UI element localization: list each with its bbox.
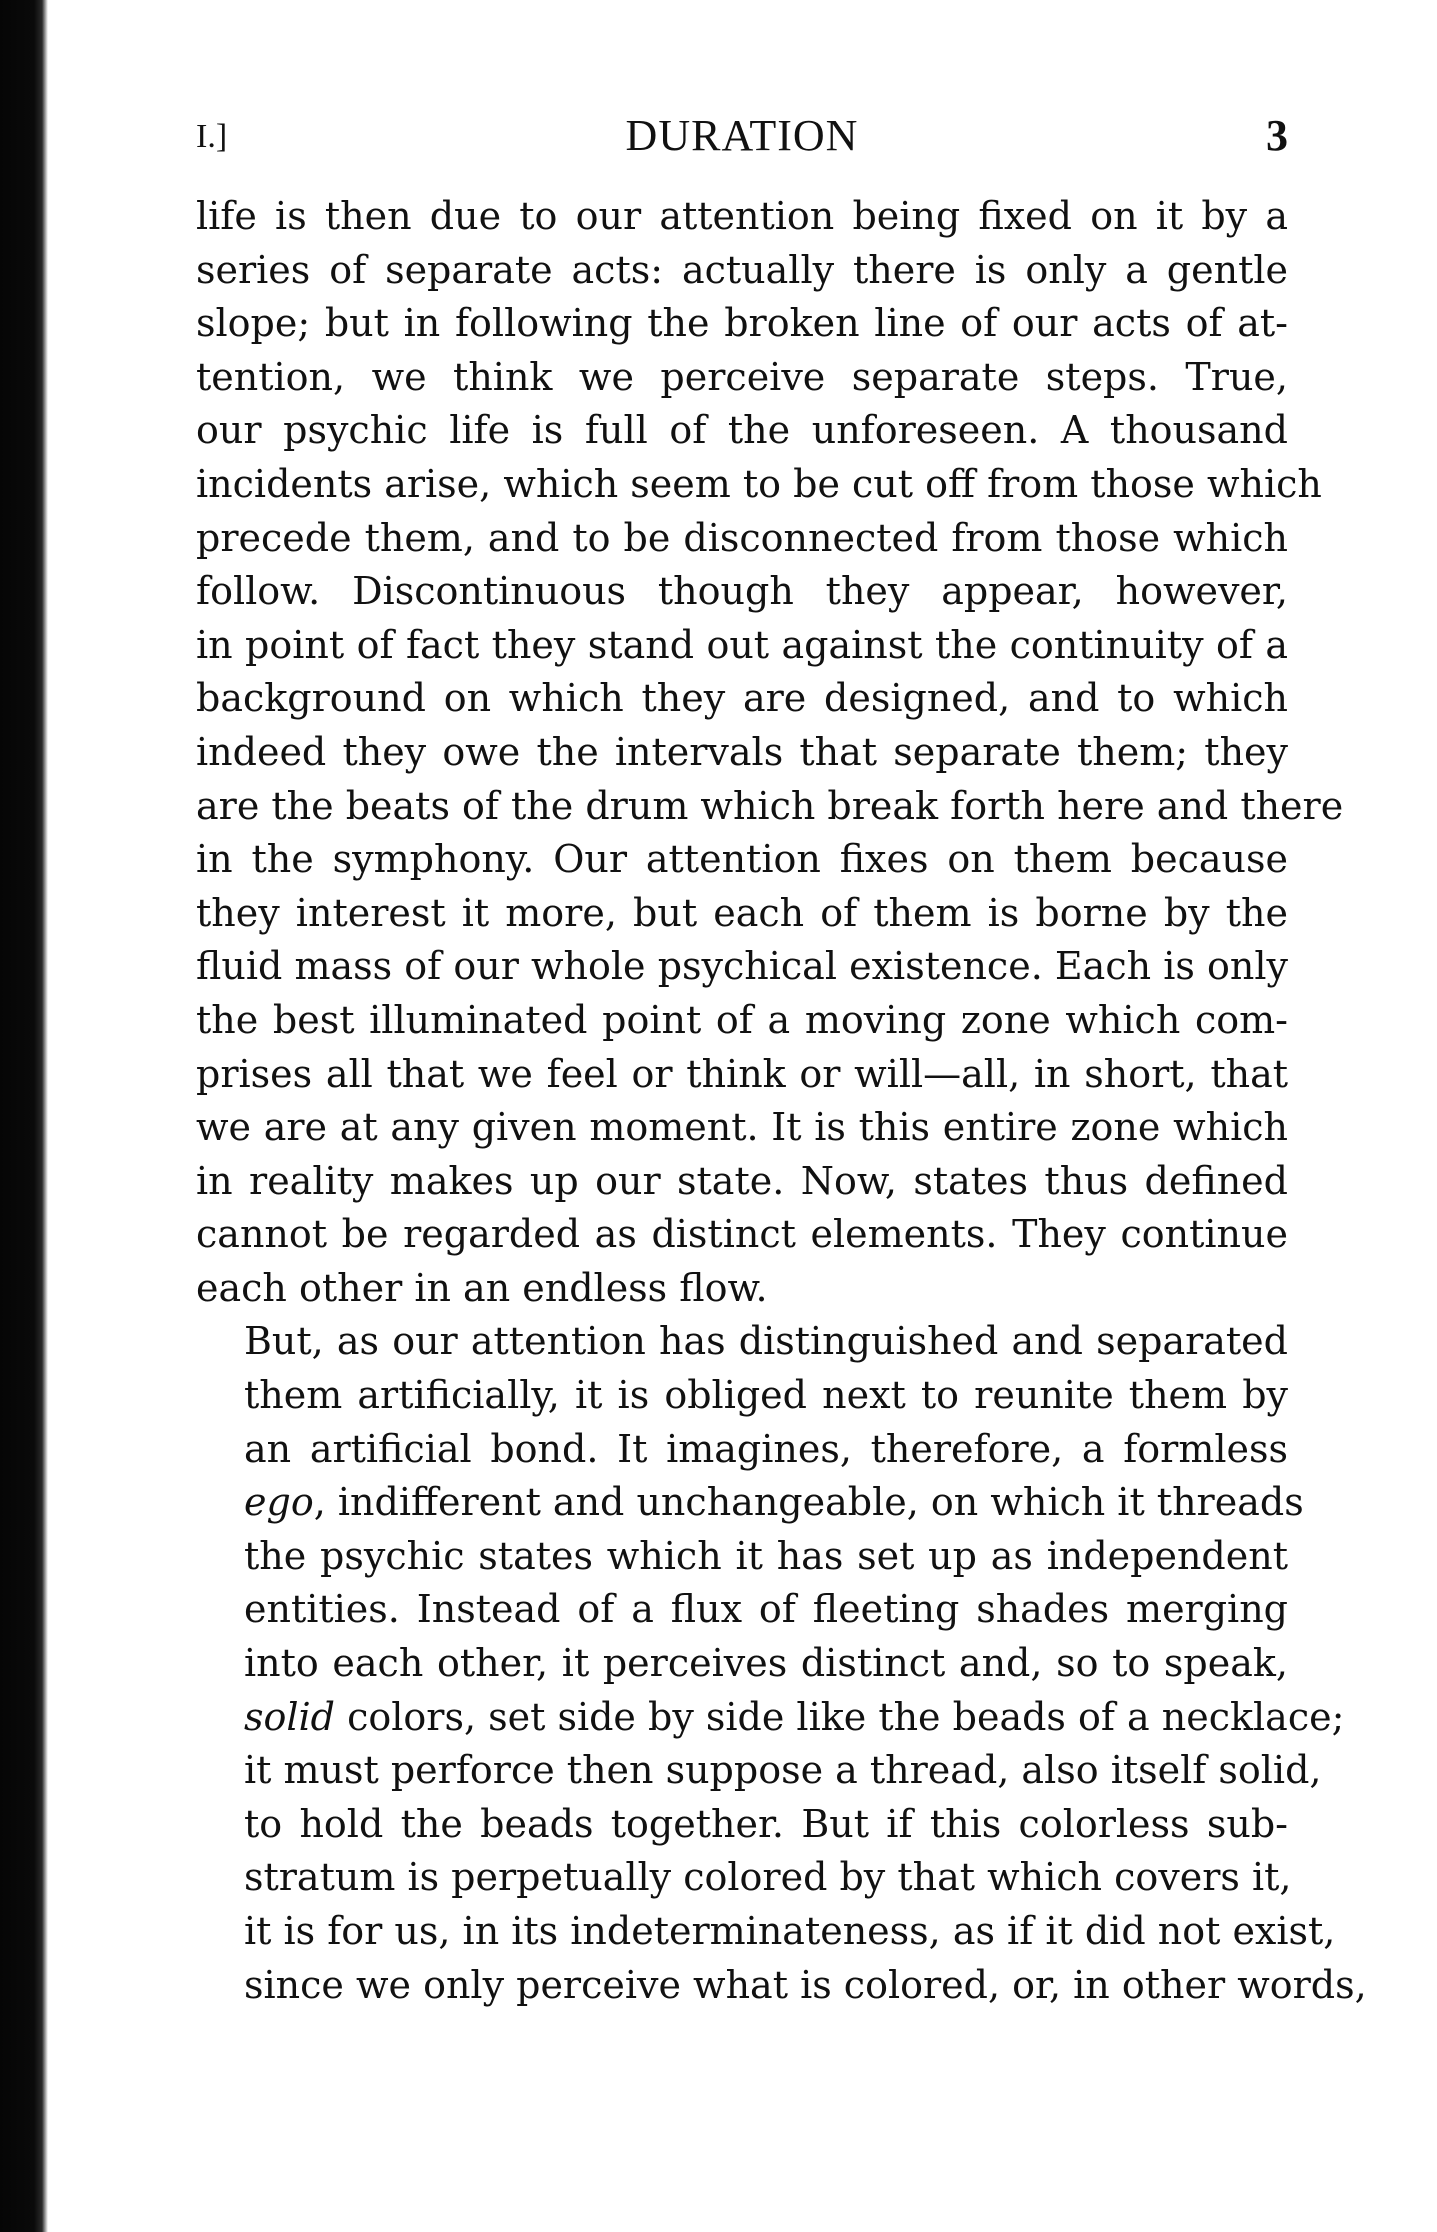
text-line: it is for us, in its indeterminateness, as if it did not exist, xyxy=(244,1909,1336,1953)
running-title: DURATION xyxy=(625,111,859,160)
line-remainder: colors, set side by side like the beads of a necklace; xyxy=(335,1694,1345,1739)
text-line: slope; but in following the broken line of our acts of at- xyxy=(196,301,1288,346)
text-line: prises all that we feel or think or will—all, in short, that xyxy=(196,1051,1288,1096)
text-line: we are at any given moment. It is this entire zone which xyxy=(196,1105,1288,1150)
text-line: But, as our attention has distinguished and separated xyxy=(244,1319,1288,1364)
text-line: incidents arise, which seem to be cut off from those which xyxy=(196,461,1322,506)
page-number: 3 xyxy=(1266,111,1288,160)
body-text xyxy=(196,190,1367,2012)
line-remainder: , indifferent and unchangeable, on which it threads xyxy=(313,1480,1304,1525)
text-line: they interest it more, but each of them is borne by the xyxy=(196,890,1288,935)
text-line: fluid mass of our whole psychical existence. Each is only xyxy=(196,944,1288,989)
text-line-with-italic xyxy=(196,1476,1304,1530)
text-line: entities. Instead of a flux of fleeting shades merging xyxy=(244,1587,1288,1632)
book-page xyxy=(196,110,1367,2012)
text-line: our psychic life is full of the unforeseen. A thousand xyxy=(196,408,1288,453)
text-line: follow. Discontinuous though they appear, however, xyxy=(196,569,1288,614)
text-line: life is then due to our attention being fixed on it by a xyxy=(196,194,1288,238)
italic-word-ego: ego xyxy=(244,1480,314,1525)
text-line: precede them, and to be disconnected from those which xyxy=(196,515,1288,560)
book-binding-edge xyxy=(0,0,48,2232)
text-line: to hold the beads together. But if this colorless sub- xyxy=(244,1801,1288,1846)
text-line: each other in an endless flow. xyxy=(196,1265,768,1310)
text-line: in the symphony. Our attention fixes on them because xyxy=(196,837,1288,882)
paragraph-1 xyxy=(196,190,1344,1315)
text-line: in point of fact they stand out against the continuity of a xyxy=(196,622,1288,667)
text-line: it must perforce then suppose a thread, also itself solid, xyxy=(244,1748,1322,1793)
text-line: cannot be regarded as distinct elements. They continue xyxy=(196,1212,1288,1257)
italic-word-solid: solid xyxy=(244,1694,336,1739)
text-line: into each other, it perceives distinct and, so to speak, xyxy=(244,1641,1288,1686)
text-line: indeed they owe the intervals that separate them; they xyxy=(196,729,1288,774)
text-line: background on which they are designed, and to which xyxy=(196,676,1288,721)
text-line: series of separate acts: actually there is only a gentle xyxy=(196,247,1288,292)
text-line: since we only perceive what is colored, or, in other words, xyxy=(244,1962,1367,2007)
page-header xyxy=(196,110,1288,180)
text-line: tention, we think we perceive separate steps. True, xyxy=(196,354,1288,399)
text-line: them artificially, it is obliged next to reunite them by xyxy=(244,1373,1288,1418)
text-line: an artificial bond. It imagines, therefore, a formless xyxy=(244,1426,1288,1471)
paragraph-2 xyxy=(196,1315,1367,2012)
text-line: the best illuminated point of a moving zone which com- xyxy=(196,997,1288,1042)
text-line: the psychic states which it has set up as independent xyxy=(244,1533,1288,1578)
text-line: in reality makes up our state. Now, states thus defined xyxy=(196,1158,1288,1203)
text-line: are the beats of the drum which break forth here and there xyxy=(196,783,1344,828)
text-line-with-italic xyxy=(196,1691,1345,1745)
text-line: stratum is perpetually colored by that which covers it, xyxy=(244,1855,1292,1900)
section-marker: I.] xyxy=(196,118,228,155)
